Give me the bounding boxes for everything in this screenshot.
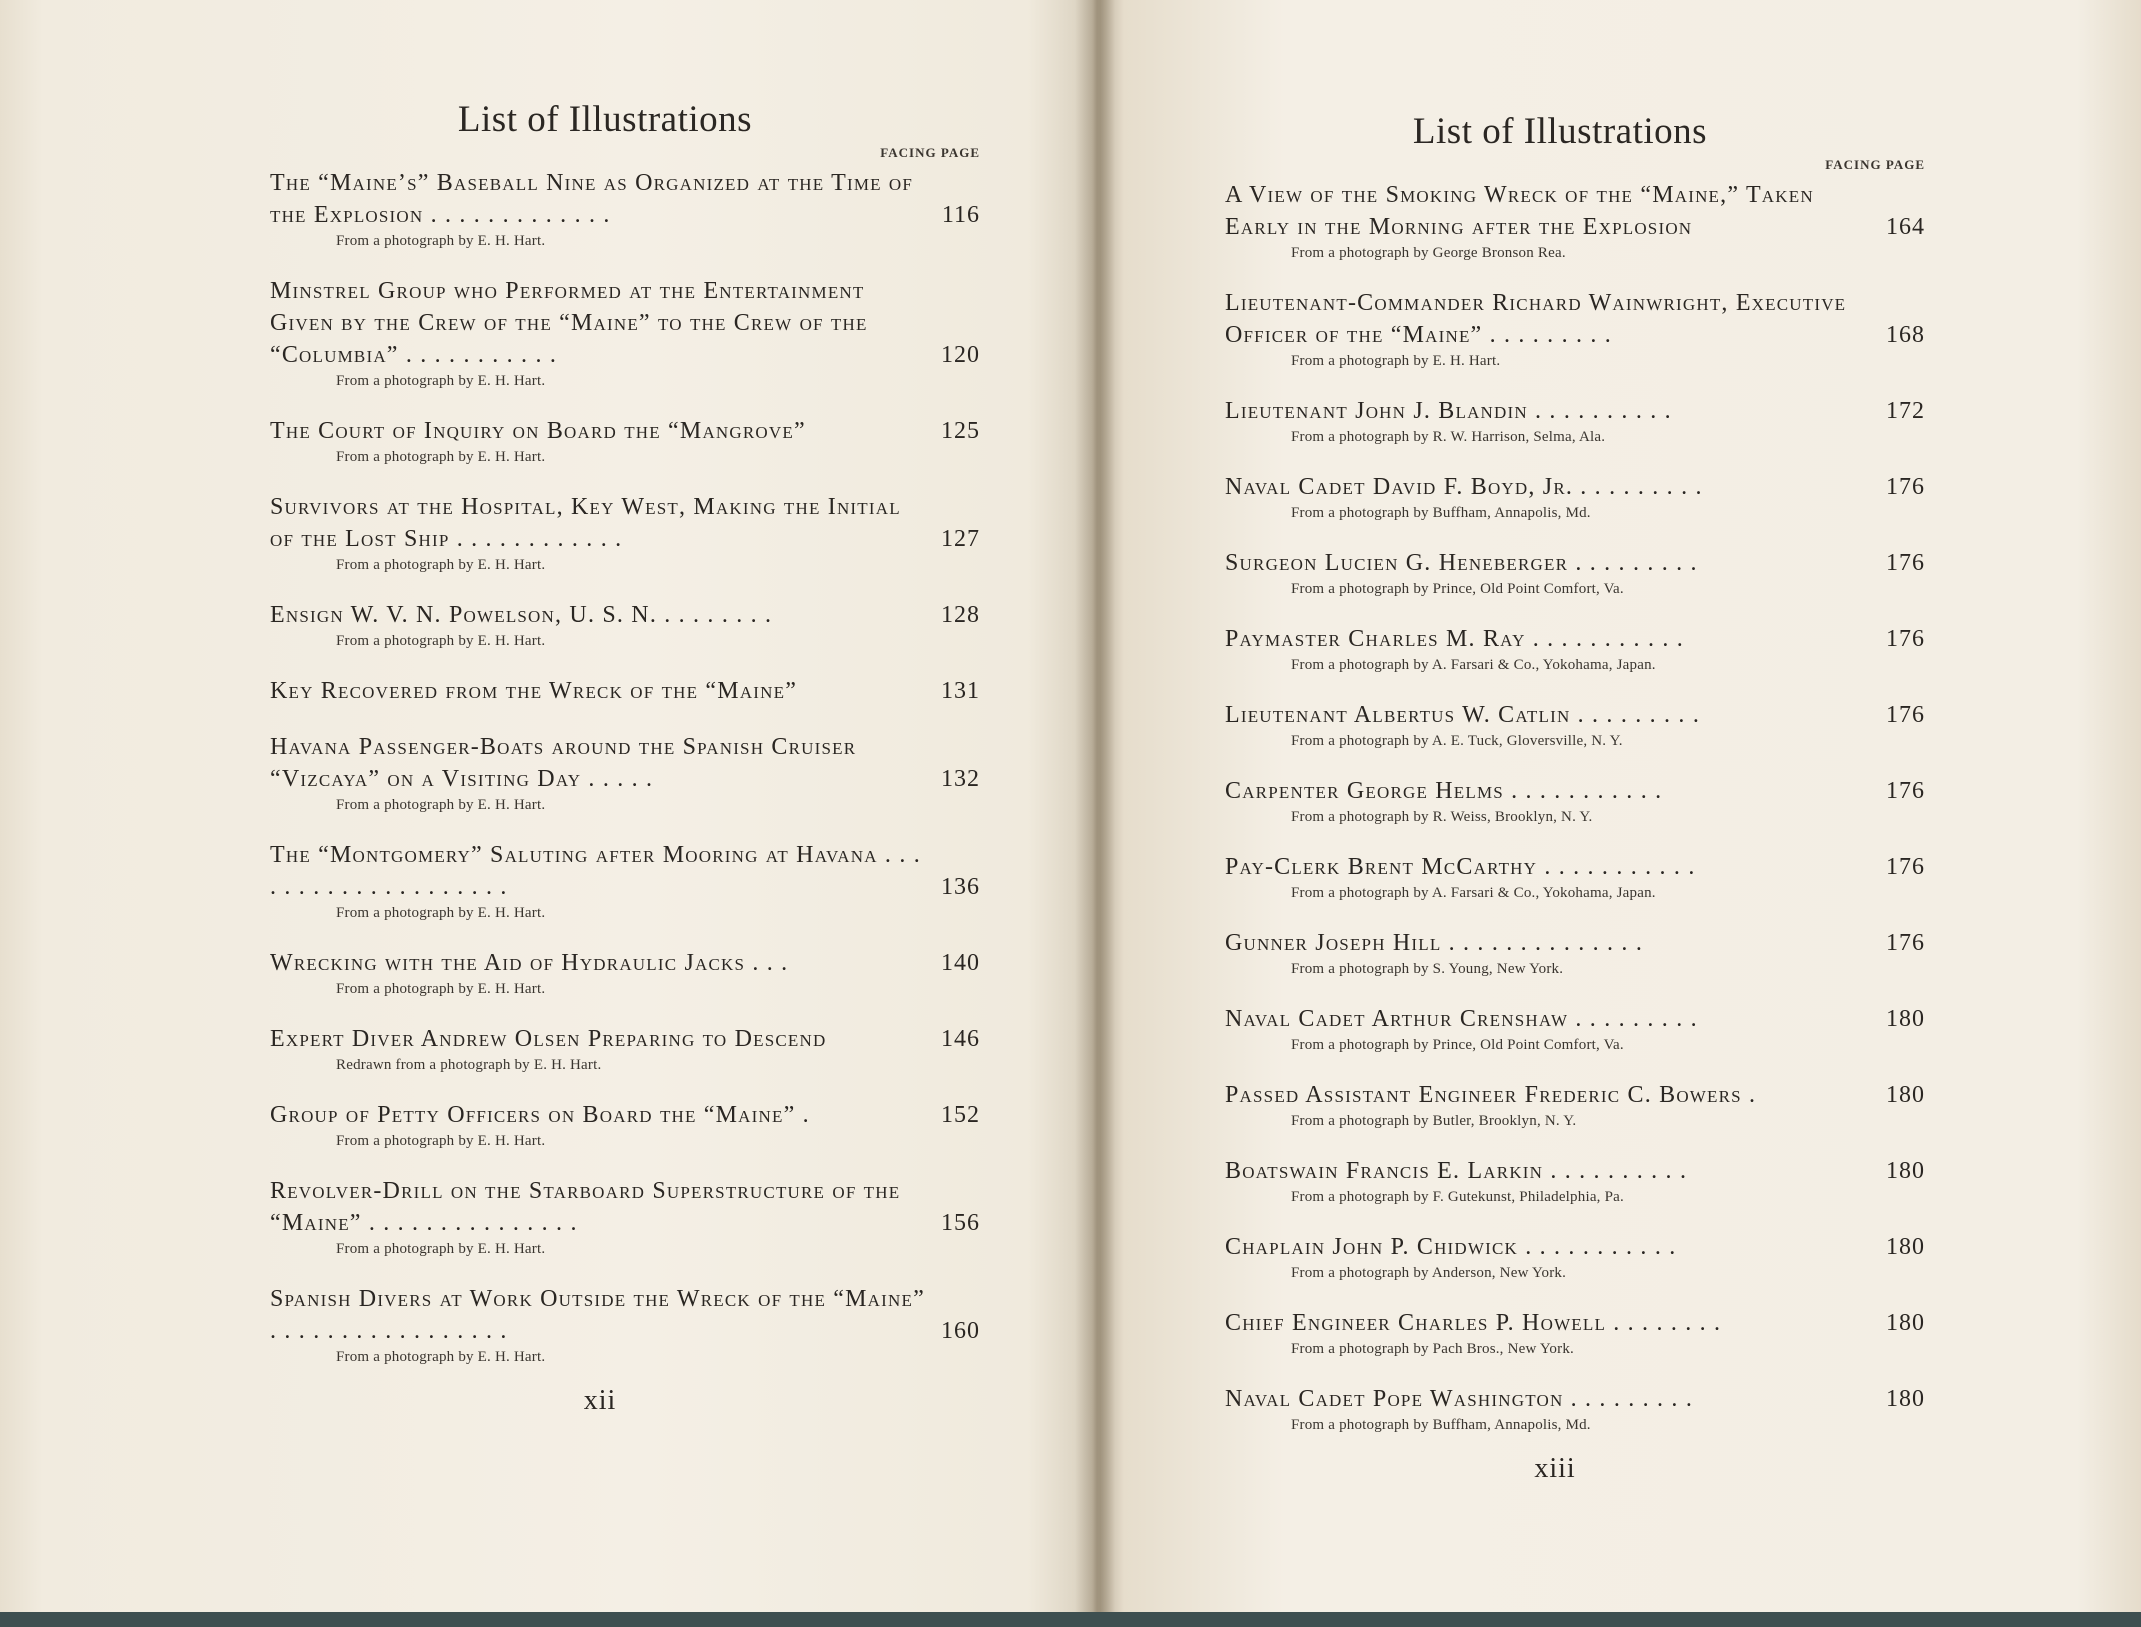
list-item bbox=[270, 947, 980, 999]
facing-page-number: 176 bbox=[1886, 474, 1925, 500]
entry-row bbox=[1225, 1079, 1925, 1111]
illustration-title: Minstrel Group who Performed at the Entertainment Given by the Crew of the “Maine” to the Crew of the “Columbia” . . . . . . . . . . . bbox=[270, 278, 868, 368]
photo-credit: From a photograph by E. H. Hart. bbox=[336, 981, 546, 997]
illustration-title: A View of the Smoking Wreck of the “Maine,” Taken Early in the Morning after the Explosion bbox=[1225, 182, 1814, 240]
entry-row bbox=[270, 167, 980, 231]
illustration-title: Naval Cadet David F. Boyd, Jr. . . . . . . . . . bbox=[1225, 474, 1703, 500]
illustration-title: Expert Diver Andrew Olsen Preparing to Descend bbox=[270, 1026, 827, 1052]
facing-page-number: 140 bbox=[941, 950, 980, 976]
list-item bbox=[270, 1099, 980, 1151]
illustration-title: Havana Passenger-Boats around the Spanish Cruiser “Vizcaya” on a Visiting Day . . . . . bbox=[270, 734, 857, 792]
list-item bbox=[1225, 1003, 1925, 1055]
illustration-title: Key Recovered from the Wreck of the “Maine” bbox=[270, 678, 798, 704]
entry-row bbox=[270, 731, 980, 795]
facing-page-number: 132 bbox=[941, 766, 980, 792]
facing-page-number: 120 bbox=[941, 342, 980, 368]
facing-page-number: 136 bbox=[941, 874, 980, 900]
illustration-title: Spanish Divers at Work Outside the Wreck of the “Maine” . . . . . . . . . . . . . . . . . bbox=[270, 1286, 925, 1344]
facing-page-number: 168 bbox=[1886, 322, 1925, 348]
list-item bbox=[270, 1283, 980, 1367]
photo-credit: From a photograph by E. H. Hart. bbox=[336, 797, 546, 813]
photo-credit: From a photograph by Pach Bros., New York. bbox=[1291, 1341, 1574, 1357]
entry-row bbox=[1225, 775, 1925, 807]
entry-row bbox=[1225, 1307, 1925, 1339]
facing-page-number: 176 bbox=[1886, 778, 1925, 804]
photo-credit: From a photograph by E. H. Hart. bbox=[1291, 353, 1501, 369]
facing-page-number: 180 bbox=[1886, 1386, 1925, 1412]
illustration-title: Lieutenant Albertus W. Catlin . . . . . . . . . bbox=[1225, 702, 1701, 728]
photo-credit: From a photograph by A. E. Tuck, Gloversville, N. Y. bbox=[1291, 733, 1623, 749]
facing-page-number: 176 bbox=[1886, 626, 1925, 652]
illustration-title: Surgeon Lucien G. Heneberger . . . . . . . . . bbox=[1225, 550, 1698, 576]
facing-page-number: 125 bbox=[941, 418, 980, 444]
entry-row bbox=[1225, 623, 1925, 655]
illustration-title: The Court of Inquiry on Board the “Mangrove” bbox=[270, 418, 806, 444]
photo-credit: From a photograph by E. H. Hart. bbox=[336, 905, 546, 921]
illustration-title: The “Montgomery” Saluting after Mooring at Havana . . . . . . . . . . . . . . . . . . . . bbox=[270, 842, 921, 900]
list-item bbox=[1225, 1231, 1925, 1283]
illustration-title: Lieutenant-Commander Richard Wainwright, Executive Officer of the “Maine” . . . . . . . . . bbox=[1225, 290, 1847, 348]
illustration-title: The “Maine’s” Baseball Nine as Organized at the Time of the Explosion . . . . . . . . . . . . . bbox=[270, 170, 914, 228]
list-item bbox=[270, 167, 980, 251]
photo-credit: From a photograph by E. H. Hart. bbox=[336, 449, 546, 465]
list-item bbox=[1225, 179, 1925, 263]
entry-row bbox=[270, 599, 980, 631]
photo-credit: From a photograph by E. H. Hart. bbox=[336, 1133, 546, 1149]
illustration-title: Passed Assistant Engineer Frederic C. Bowers . bbox=[1225, 1082, 1757, 1108]
facing-page-label: FACING PAGE bbox=[1825, 157, 1925, 172]
book-gutter bbox=[1075, 0, 1115, 1612]
photo-credit: From a photograph by E. H. Hart. bbox=[336, 1241, 546, 1257]
entry-row bbox=[1225, 547, 1925, 579]
list-item bbox=[270, 1175, 980, 1259]
list-item bbox=[1225, 1307, 1925, 1359]
photo-credit: From a photograph by F. Gutekunst, Philadelphia, Pa. bbox=[1291, 1189, 1624, 1205]
page-number: xii bbox=[583, 1385, 617, 1416]
list-item bbox=[270, 731, 980, 815]
list-item bbox=[1225, 699, 1925, 751]
photo-credit: Redrawn from a photograph by E. H. Hart. bbox=[336, 1057, 602, 1073]
entry-row bbox=[270, 675, 980, 707]
illustration-title: Paymaster Charles M. Ray . . . . . . . . . . . bbox=[1225, 626, 1684, 652]
list-item bbox=[1225, 851, 1925, 903]
photo-credit: From a photograph by E. H. Hart. bbox=[336, 633, 546, 649]
illustration-title: Chief Engineer Charles P. Howell . . . . . . . . bbox=[1225, 1310, 1722, 1336]
entry-row bbox=[1225, 179, 1925, 243]
facing-page-number: 152 bbox=[941, 1102, 980, 1128]
facing-page-number: 128 bbox=[941, 602, 980, 628]
facing-page-number: 131 bbox=[941, 678, 980, 704]
entry-row bbox=[1225, 927, 1925, 959]
photo-credit: From a photograph by Buffham, Annapolis, Md. bbox=[1291, 505, 1591, 521]
list-item bbox=[270, 275, 980, 391]
illustration-title: Revolver-Drill on the Starboard Superstructure of the “Maine” . . . . . . . . . . . . . . . bbox=[270, 1178, 901, 1236]
photo-credit: From a photograph by Buffham, Annapolis, Md. bbox=[1291, 1417, 1591, 1433]
entry-row bbox=[270, 1099, 980, 1131]
photo-credit: From a photograph by E. H. Hart. bbox=[336, 557, 546, 573]
entry-row bbox=[1225, 287, 1925, 351]
illustration-title: Chaplain John P. Chidwick . . . . . . . . . . . bbox=[1225, 1234, 1677, 1260]
facing-page-number: 172 bbox=[1886, 398, 1925, 424]
left-page bbox=[270, 0, 980, 1612]
list-item bbox=[1225, 287, 1925, 371]
facing-page-number: 156 bbox=[941, 1210, 980, 1236]
facing-page-number: 176 bbox=[1886, 702, 1925, 728]
list-item bbox=[1225, 1155, 1925, 1207]
photo-credit: From a photograph by A. Farsari & Co., Yokohama, Japan. bbox=[1291, 885, 1656, 901]
photo-credit: From a photograph by Prince, Old Point Comfort, Va. bbox=[1291, 581, 1624, 597]
photo-credit: From a photograph by E. H. Hart. bbox=[336, 233, 546, 249]
page-title: List of Illustrations bbox=[457, 99, 753, 140]
entry-row bbox=[270, 491, 980, 555]
list-item bbox=[1225, 775, 1925, 827]
list-item bbox=[270, 599, 980, 651]
illustration-list bbox=[1225, 179, 1925, 1435]
illustration-title: Carpenter George Helms . . . . . . . . . . . bbox=[1225, 778, 1663, 804]
entry-row bbox=[1225, 851, 1925, 883]
entry-row bbox=[1225, 395, 1925, 427]
photo-credit: From a photograph by George Bronson Rea. bbox=[1291, 245, 1566, 261]
illustration-title: Pay-Clerk Brent McCarthy . . . . . . . . . . . bbox=[1225, 854, 1696, 880]
list-item bbox=[1225, 927, 1925, 979]
facing-page-number: 180 bbox=[1886, 1310, 1925, 1336]
facing-page-number: 180 bbox=[1886, 1158, 1925, 1184]
facing-page-number: 176 bbox=[1886, 930, 1925, 956]
list-item bbox=[270, 675, 980, 707]
illustration-title: Survivors at the Hospital, Key West, Making the Initial of the Lost Ship . . . . . . . . . . . . bbox=[270, 494, 901, 552]
entry-row bbox=[270, 1023, 980, 1055]
illustration-title: Naval Cadet Pope Washington . . . . . . . . . bbox=[1225, 1386, 1694, 1412]
illustration-title: Lieutenant John J. Blandin . . . . . . . . . . bbox=[1225, 398, 1672, 424]
photo-credit: From a photograph by S. Young, New York. bbox=[1291, 961, 1564, 977]
entry-row bbox=[1225, 1003, 1925, 1035]
entry-row bbox=[270, 415, 980, 447]
facing-page-number: 160 bbox=[941, 1318, 980, 1344]
list-item bbox=[1225, 1383, 1925, 1435]
page-number: xiii bbox=[1534, 1453, 1576, 1484]
facing-page-number: 180 bbox=[1886, 1234, 1925, 1260]
entry-row bbox=[1225, 1231, 1925, 1263]
entry-row bbox=[1225, 699, 1925, 731]
facing-page-number: 180 bbox=[1886, 1006, 1925, 1032]
facing-page-number: 116 bbox=[941, 202, 980, 228]
facing-page-number: 180 bbox=[1886, 1082, 1925, 1108]
list-item bbox=[1225, 1079, 1925, 1131]
photo-credit: From a photograph by Prince, Old Point Comfort, Va. bbox=[1291, 1037, 1624, 1053]
page-title: List of Illustrations bbox=[1412, 111, 1708, 152]
facing-page-number: 176 bbox=[1886, 550, 1925, 576]
list-item bbox=[270, 415, 980, 467]
entry-row bbox=[1225, 471, 1925, 503]
illustration-title: Boatswain Francis E. Larkin . . . . . . . . . . bbox=[1225, 1158, 1688, 1184]
list-item bbox=[1225, 395, 1925, 447]
entry-row bbox=[1225, 1155, 1925, 1187]
illustration-title: Gunner Joseph Hill . . . . . . . . . . . . . . bbox=[1225, 930, 1644, 956]
entry-row bbox=[270, 275, 980, 371]
list-item bbox=[1225, 623, 1925, 675]
facing-page-label: FACING PAGE bbox=[880, 145, 980, 160]
entry-row bbox=[270, 839, 980, 903]
list-item bbox=[270, 491, 980, 575]
list-item bbox=[270, 839, 980, 923]
facing-page-number: 176 bbox=[1886, 854, 1925, 880]
entry-row bbox=[270, 1175, 980, 1239]
illustration-title: Naval Cadet Arthur Crenshaw . . . . . . . . . bbox=[1225, 1006, 1698, 1032]
list-item bbox=[1225, 547, 1925, 599]
photo-credit: From a photograph by R. Weiss, Brooklyn, N. Y. bbox=[1291, 809, 1593, 825]
list-item bbox=[1225, 471, 1925, 523]
list-item bbox=[270, 1023, 980, 1075]
facing-page-number: 164 bbox=[1886, 214, 1925, 240]
entry-row bbox=[1225, 1383, 1925, 1415]
photo-credit: From a photograph by Butler, Brooklyn, N. Y. bbox=[1291, 1113, 1577, 1129]
illustration-title: Wrecking with the Aid of Hydraulic Jacks . . . bbox=[270, 950, 789, 976]
entry-row bbox=[270, 1283, 980, 1347]
illustration-list bbox=[270, 167, 980, 1367]
illustration-title: Ensign W. V. N. Powelson, U. S. N. . . . . . . . . bbox=[270, 602, 773, 628]
facing-page-number: 127 bbox=[941, 526, 980, 552]
entry-row bbox=[270, 947, 980, 979]
photo-credit: From a photograph by A. Farsari & Co., Yokohama, Japan. bbox=[1291, 657, 1656, 673]
photo-credit: From a photograph by Anderson, New York. bbox=[1291, 1265, 1567, 1281]
right-page bbox=[1225, 0, 1925, 1612]
facing-page-number: 146 bbox=[941, 1026, 980, 1052]
photo-credit: From a photograph by R. W. Harrison, Selma, Ala. bbox=[1291, 429, 1606, 445]
photo-credit: From a photograph by E. H. Hart. bbox=[336, 373, 546, 389]
photo-credit: From a photograph by E. H. Hart. bbox=[336, 1349, 546, 1365]
illustration-title: Group of Petty Officers on Board the “Maine” . bbox=[270, 1102, 810, 1128]
